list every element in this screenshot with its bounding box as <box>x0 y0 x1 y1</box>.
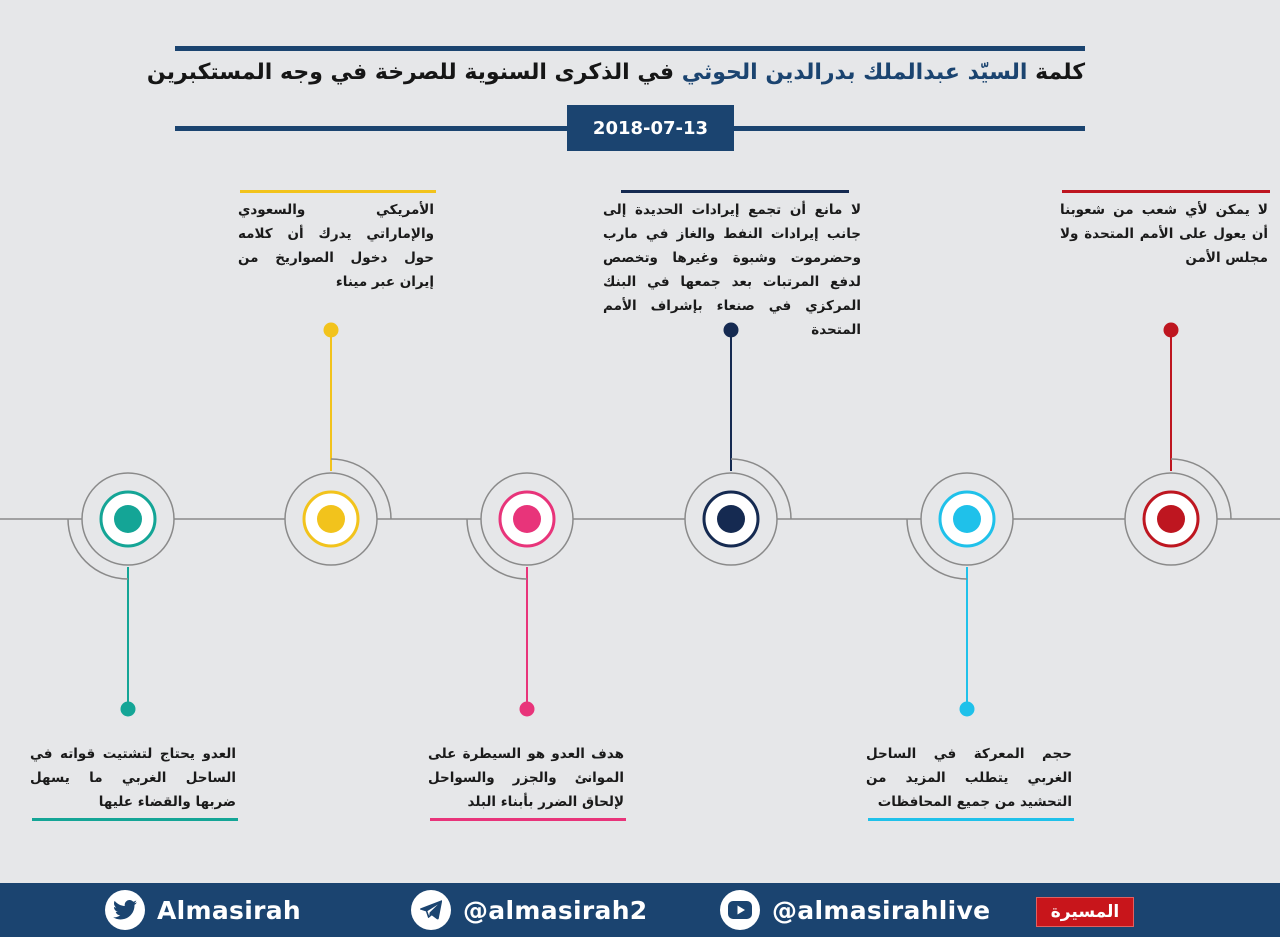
point-caption: لا يمكن لأي شعب من شعوبنا أن يعول على الأمم المتحدة ولا مجلس الأمن <box>1060 202 1268 266</box>
node-center-dot <box>953 505 981 533</box>
point-caption: العدو يحتاج لتشتيت قواته في الساحل الغربي ما يسهل ضربها والقضاء عليها <box>30 746 236 810</box>
almasirah-logo <box>1036 897 1134 927</box>
caption-accent-line <box>32 818 238 821</box>
node-center-dot <box>1157 505 1185 533</box>
node-center-dot <box>317 505 345 533</box>
node-end-dot <box>121 702 136 717</box>
point-caption: لا مانع أن تجمع إيرادات الحديدة إلى جانب إيرادات النفط والغاز في مارب وحضرموت وشبوة وغيرها وتخصص لدفع المرتبات بعد جمعها في البنك المركزي في صنعاء بإشراف الأمم المتحدة <box>603 202 861 338</box>
title-part-1: كلمة <box>1035 60 1085 85</box>
title-part-2: في الذكرى السنوية للصرخة في وجه المستكبرين <box>146 60 675 85</box>
node-center-dot <box>717 505 745 533</box>
telegram-link[interactable] <box>411 890 648 930</box>
caption-accent-line <box>868 818 1074 821</box>
node-end-dot <box>960 702 975 717</box>
point-caption: الأمريكي والسعودي والإماراتي يدرك أن كلامه حول دخول الصواريخ من إيران عبر ميناء <box>238 202 434 290</box>
logo-text: المسيرة <box>1050 902 1120 922</box>
twitter-link[interactable] <box>105 890 301 930</box>
caption-accent-line <box>430 818 626 821</box>
caption-accent-line <box>240 190 436 193</box>
youtube-handle: @almasirahlive <box>772 895 991 925</box>
caption-accent-line <box>621 190 849 193</box>
node-end-dot <box>520 702 535 717</box>
twitter-handle: Almasirah <box>157 895 301 925</box>
node-end-dot <box>1164 323 1179 338</box>
youtube-icon <box>720 890 760 930</box>
telegram-handle: @almasirah2 <box>463 895 648 925</box>
footer <box>0 883 1280 937</box>
point-caption: هدف العدو هو السيطرة على الموانئ والجزر والسواحل لإلحاق الضرر بأبناء البلد <box>428 746 624 810</box>
node-end-dot <box>324 323 339 338</box>
node-center-dot <box>513 505 541 533</box>
youtube-link[interactable] <box>720 890 990 930</box>
title-name: السيّد عبدالملك بدرالدين الحوثي <box>681 60 1028 85</box>
point-caption: حجم المعركة في الساحل الغربي يتطلب المزيد من التحشيد من جميع المحافظات <box>866 746 1072 810</box>
node-center-dot <box>114 505 142 533</box>
telegram-icon <box>411 890 451 930</box>
caption-accent-line <box>1062 190 1270 193</box>
date-text: 2018-07-13 <box>592 117 709 139</box>
twitter-icon <box>105 890 145 930</box>
